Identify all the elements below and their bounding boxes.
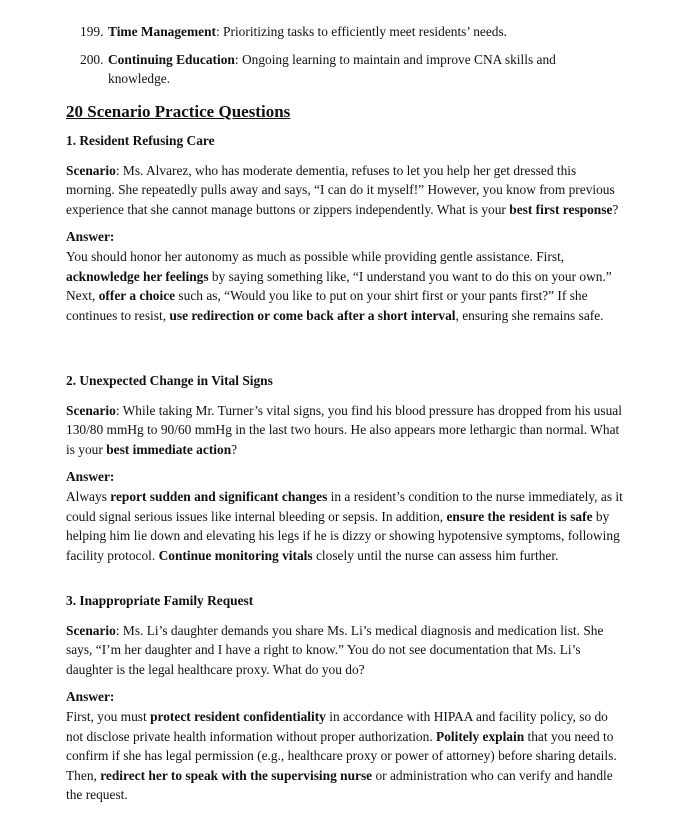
scenario-paragraph [66, 621, 626, 680]
emphasis-text: redirect her to speak with the supervising nurse [100, 767, 373, 783]
list-item-term: Continuing Education [108, 51, 235, 67]
emphasis-text: best first response [509, 201, 613, 217]
emphasis-text: ensure the resident is safe [446, 508, 593, 524]
question-3 [66, 591, 626, 805]
list-item-body [108, 50, 600, 89]
answer-text: First, you must protect resident confidentiality in accordance with HIPAA and facility policy, so do not disclose private health information without proper authorization. Politely explain that you need to confirm if she has legal permission (e.g., healthcare proxy or power of attorney) before sharing details. Then, redirect her to speak with the supervising nurse or administration who can verify and handle the request. [66, 708, 617, 803]
emphasis-text: use redirection or come back after a short interval [169, 307, 456, 323]
scenario-text: : Ms. Alvarez, who has moderate dementia, refuses to let you help her get dressed this morning. She repeatedly pulls away and says, “I can do it myself!” However, you know from previous experience that she cannot manage buttons or zippers independently. What is your best first response? [66, 162, 619, 217]
scenario-text: : Ms. Li’s daughter demands you share Ms. Li’s medical diagnosis and medication list. She says, “I’m her daughter and I have a right to know.” You do not see documentation that Ms. Li’s daughter is the legal healthcare proxy. What do you do? [66, 622, 604, 677]
list-item [80, 50, 600, 89]
emphasis-text: protect resident confidentiality [150, 708, 326, 724]
answer-label: Answer: [66, 469, 115, 485]
scenario-paragraph [66, 401, 626, 460]
emphasis-text: offer a choice [98, 288, 176, 304]
list-item [80, 22, 600, 42]
question-heading: 3. Inappropriate Family Request [66, 593, 254, 608]
section-title: 20 Scenario Practice Questions [66, 102, 291, 121]
list-item-number: 200. [80, 51, 104, 67]
list-item-desc: : Prioritizing tasks to efficiently meet residents’ needs. [215, 24, 508, 39]
scenario-label: Scenario [66, 162, 116, 178]
emphasis-text: report sudden and significant changes [110, 488, 328, 504]
question-2 [66, 371, 626, 565]
emphasis-text: Continue monitoring vitals [158, 547, 313, 563]
emphasis-text: best immediate action [106, 441, 232, 457]
list-item-desc: : Ongoing learning to maintain and improve CNA skills and knowledge. [108, 51, 556, 87]
question-1 [66, 131, 626, 325]
answer-text: Always report sudden and significant changes in a resident’s condition to the nurse immediately, as it could signal serious issues like internal bleeding or sepsis. In addition, ensure the resident is safe by helping him lie down and elevating his legs if he is dizzy or showing hypotensive symptoms, following facility protocol. Continue monitoring vitals closely until the nurse can assess him further. [66, 488, 623, 563]
answer-label: Answer: [66, 689, 115, 705]
question-heading: 2. Unexpected Change in Vital Signs [66, 373, 273, 388]
scenario-label: Scenario [66, 402, 116, 418]
answer-label: Answer: [66, 229, 115, 245]
list-item-body [108, 22, 600, 42]
glossary-list [80, 22, 600, 89]
list-item-number: 199. [80, 24, 104, 39]
answer-text: You should honor her autonomy as much as possible while providing gentle assistance. First, acknowledge her feelings by saying something like, “I understand you want to do this on your own.” Next, offer a choice such as, “Would you like to put on your shirt first or your pants first?” If she continues to resist, use redirection or come back after a short interval, ensuring she remains safe. [66, 248, 612, 323]
question-heading: 1. Resident Refusing Care [66, 133, 215, 148]
emphasis-text: Politely explain [436, 728, 525, 744]
scenario-text: : While taking Mr. Turner’s vital signs, you find his blood pressure has dropped from his usual 130/80 mmHg to 90/60 mmHg in the last two hours. He also appears more lethargic than normal. What is your best immediate action? [66, 402, 622, 457]
emphasis-text: acknowledge her feelings [66, 268, 209, 284]
list-item-term: Time Management [108, 24, 216, 39]
scenario-paragraph [66, 161, 626, 220]
scenario-label: Scenario [66, 622, 116, 638]
